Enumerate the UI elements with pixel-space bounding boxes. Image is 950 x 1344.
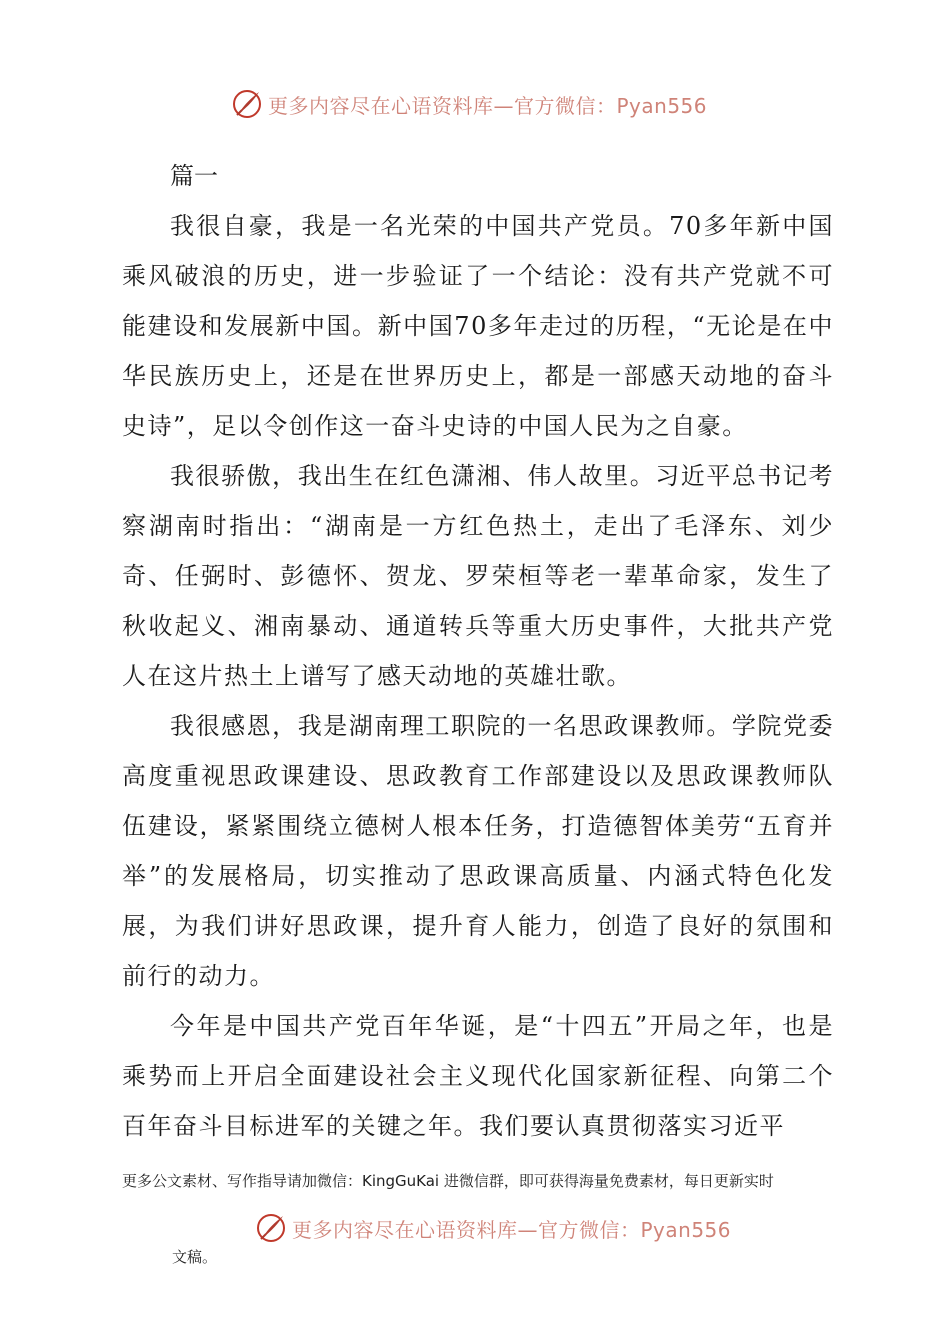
watermark-text: 更多内容尽在心语资料库—官方微信：Pyan556: [268, 93, 708, 118]
section-heading: 篇一: [170, 162, 218, 190]
paragraph: 我很感恩，我是湖南理工职院的一名思政课教师。学院党委高度重视思政课建设、思政教育工作部建设以及思政课教师队伍建设，紧紧围绕立德树人根本任务，打造德智体美劳“五育并举”的发展格局，切实推动了思政课高质量、内涵式特色化发展，为我们讲好思政课，提升育人能力，创造了良好的氛围和前行的动力。: [122, 712, 834, 990]
watermark-text: 更多内容尽在心语资料库—官方微信：Pyan556: [292, 1217, 732, 1242]
paragraph: 今年是中国共产党百年华诞，是“十四五”开局之年，也是乘势而上开启全面建设社会主义现代化国家新征程、向第二个百年奋斗目标进军的关键之年。我们要认真贯彻落实习近平: [122, 1012, 834, 1140]
quill-logo-icon: [230, 87, 264, 121]
document-body: [122, 155, 834, 1151]
quill-logo-icon: [254, 1211, 288, 1245]
footer-tail: 文稿。: [172, 1248, 218, 1266]
watermark-bottom: [254, 1208, 731, 1248]
paragraph: 我很自豪，我是一名光荣的中国共产党员。70多年新中国乘风破浪的历史，进一步验证了一个结论：没有共产党就不可能建设和发展新中国。新中国70多年走过的历程，“无论是在中华民族历史上，还是在世界历史上，都是一部感天动地的奋斗史诗”，足以令创作这一奋斗史诗的中国人民为之自豪。: [122, 212, 834, 440]
footer-note: 更多公文素材、写作指导请加微信：KingGuKai 进微信群，即可获得海量免费素材，每日更新实时: [122, 1172, 774, 1190]
watermark-top: [230, 84, 707, 124]
paragraph: 我很骄傲，我出生在红色潇湘、伟人故里。习近平总书记考察湖南时指出：“湖南是一方红色热土，走出了毛泽东、刘少奇、任弼时、彭德怀、贺龙、罗荣桓等老一辈革命家，发生了秋收起义、湘南暴动、通道转兵等重大历史事件，大批共产党人在这片热土上谱写了感天动地的英雄壮歌。: [122, 462, 834, 690]
